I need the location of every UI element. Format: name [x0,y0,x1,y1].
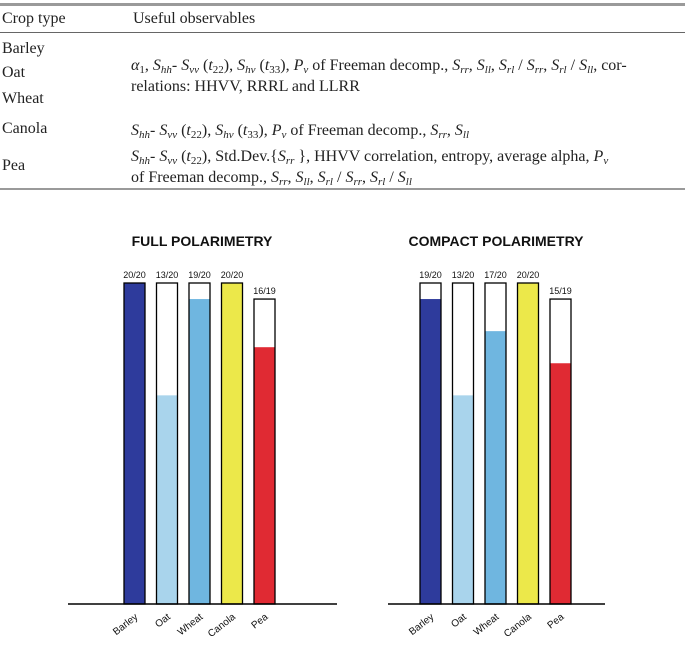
category-label-canola: Canola [206,611,238,640]
header-useful-observables: Useful observables [133,10,256,27]
bar-fill-oat [453,395,474,604]
bar-label-oat: 13/20 [155,270,179,280]
category-label-barley: Barley [407,611,437,638]
crop-oat: Oat [2,64,26,81]
bar-fill-wheat [485,331,506,604]
table-header-rule [0,32,685,33]
category-label-oat: Oat [449,611,469,631]
category-label-pea: Pea [545,611,567,632]
category-label-oat: Oat [153,611,173,631]
crop-wheat: Wheat [2,90,44,107]
crop-observables-table [0,0,685,190]
observables-cereals: $\alpha_1$, $S_{hh}-$ $S_{vv}$ $(t_{22})$, $S_{hv}$ $(t_{33})$, $P_v$ of Freeman decomp., $S_{rr}$, $S_{ll}$, $S_{rl} / S_{rr}$, $S_{rl} / S_{ll}$, cor- relations: HHVV, RRRL and LLRR [131,57,627,95]
crop-barley: Barley [2,40,45,57]
bar-label-canola: 20/20 [220,270,244,280]
bar-label-barley: 20/20 [123,270,146,280]
bar-fill-pea [550,363,571,604]
bar-fill-barley [124,283,145,604]
crop-canola: Canola [2,120,48,137]
bar-fill-barley [420,299,441,604]
category-label-barley: Barley [111,611,141,638]
bar-fill-canola [518,283,539,604]
bar-fill-pea [254,347,275,604]
observables-pea: $S_{hh}-$ $S_{vv}$ $(t_{22})$, $Std.Dev.\{S_{rr}$ }, HHVV correlation, entropy, average alpha, $P_v$ of Freeman decomp., $S_{rr}$, $S_{ll}$, $S_{rl} / S_{rr}$, $S_{rl} / S_{ll}$ [131,148,609,188]
category-label-pea: Pea [249,611,271,632]
chart-title-full: FULL POLARIMETRY [131,233,273,249]
bar-fill-oat [157,395,178,604]
bar-label-canola: 20/20 [516,270,540,280]
chart-title-compact: COMPACT POLARIMETRY [408,233,584,249]
category-label-wheat: Wheat [175,611,206,639]
observables-canola: $S_{hh}-$ $S_{vv}$ $(t_{22})$, $S_{hv}$ $(t_{33})$, $P_v$ of Freeman decomp., $S_{rr}$, $S_{ll}$ [131,122,470,141]
polarimetry-charts [0,190,685,645]
bar-label-wheat: 17/20 [484,270,507,280]
category-label-wheat: Wheat [471,611,502,639]
crop-pea: Pea [2,157,26,174]
chart-full-polarimetry [68,233,337,640]
bar-label-wheat: 19/20 [188,270,211,280]
bar-label-pea: 15/19 [549,286,572,297]
bar-label-pea: 16/19 [253,286,276,297]
bar-fill-wheat [189,299,210,604]
category-label-canola: Canola [502,611,534,640]
bar-fill-canola [222,283,243,604]
header-crop-type: Crop type [2,10,66,27]
table-top-rule [0,3,685,6]
bar-label-oat: 13/20 [451,270,475,280]
bar-label-barley: 19/20 [419,270,442,280]
chart-compact-polarimetry [388,233,605,640]
